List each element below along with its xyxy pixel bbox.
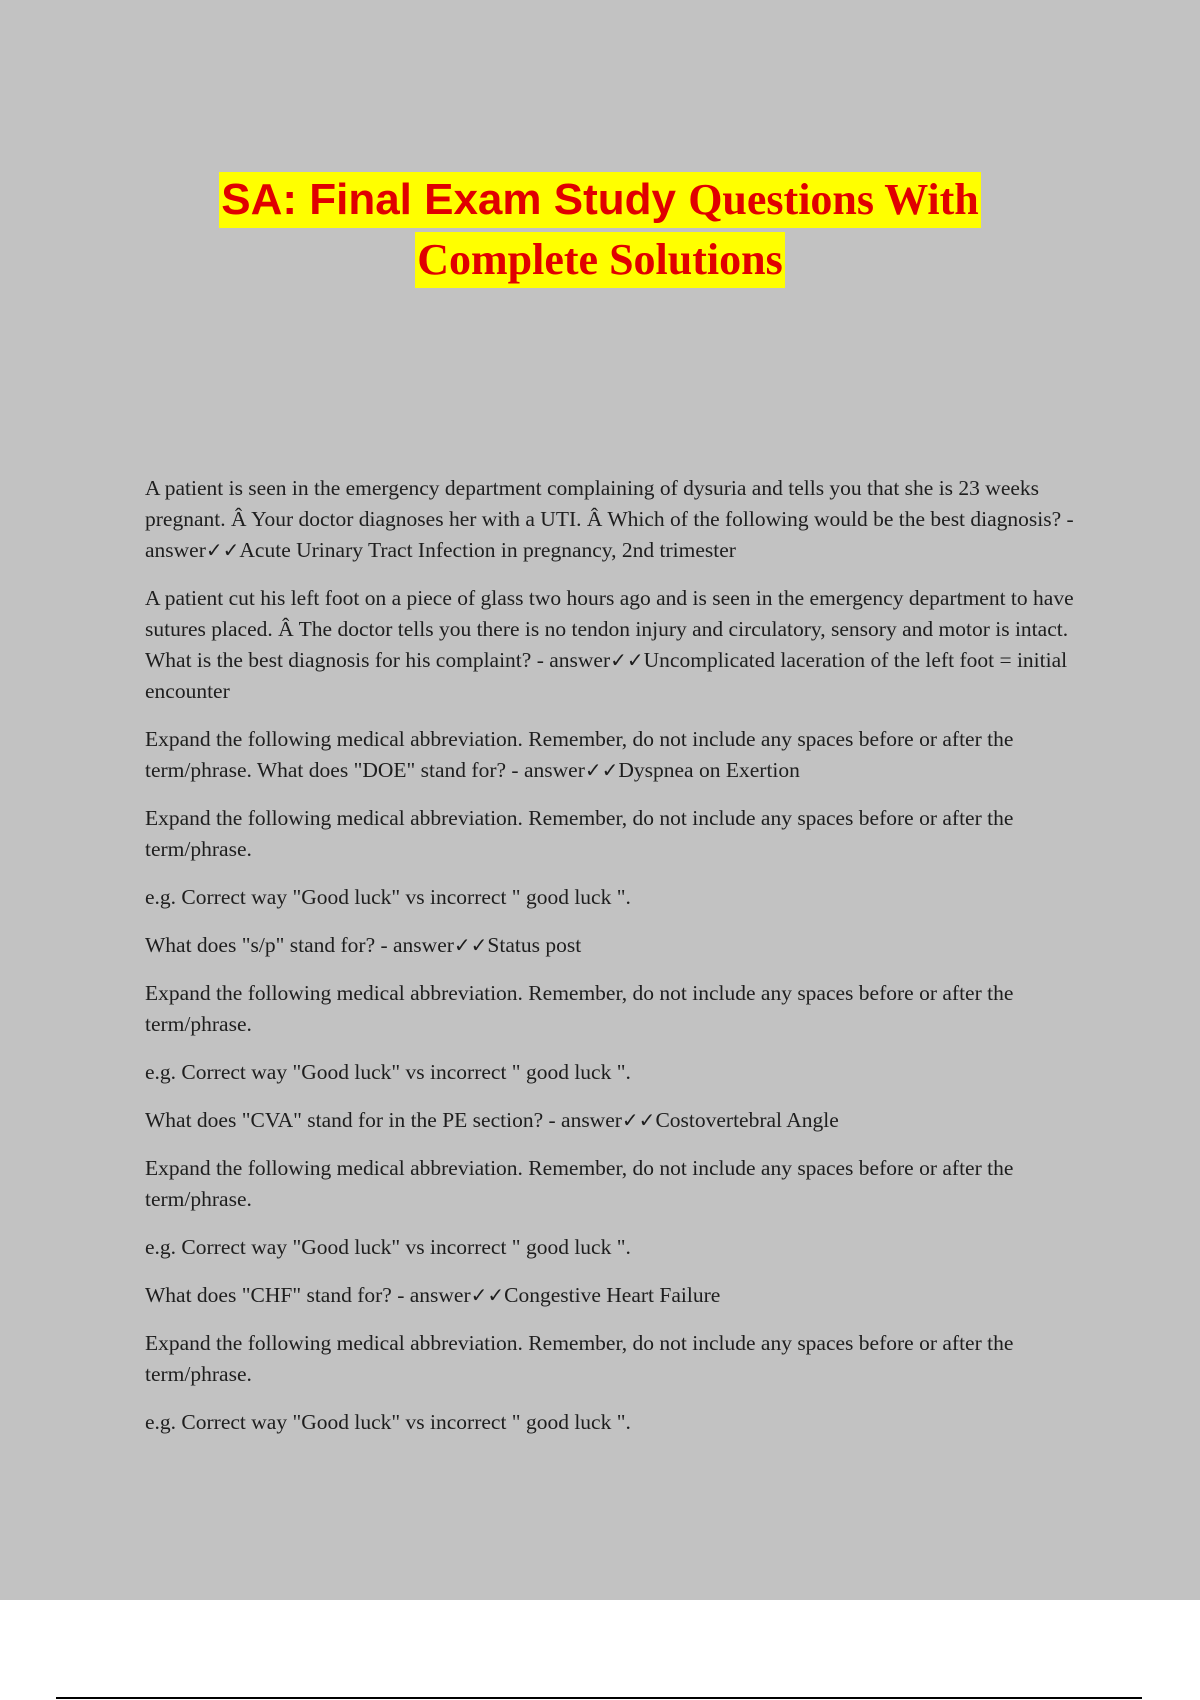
question-text: A patient is seen in the emergency department complaining of dysuria and tells you that she is 23 weeks pregnant. Â Your doctor diagnoses her with a UTI. Â Which of the following would be the best diagnosis? - answer xyxy=(145,476,1074,562)
qa-paragraph xyxy=(145,473,1095,566)
qa-paragraph xyxy=(145,930,1095,961)
answer-text: Dyspnea on Exertion xyxy=(618,758,800,782)
instruction-paragraph: Expand the following medical abbreviation. Remember, do not include any spaces before or after the term/phrase. xyxy=(145,981,1014,1036)
title-part-serif: Questions With xyxy=(688,175,979,224)
title-line-2: Complete Solutions xyxy=(415,232,784,288)
check-marks-icon: ✓✓ xyxy=(584,758,619,782)
qa-paragraph xyxy=(145,1280,1095,1311)
title-line-1 xyxy=(219,172,981,228)
check-marks-icon: ✓✓ xyxy=(470,1283,505,1307)
qa-paragraph xyxy=(145,724,1095,786)
question-text: A patient cut his left foot on a piece of glass two hours ago and is seen in the emergency department to have sutures placed. Â The doctor tells you there is no tendon injury and circulatory, sensory and motor is intact. What is the best diagnosis for his complaint? - answer xyxy=(145,586,1074,672)
document-title xyxy=(0,172,1200,292)
answer-text: Costovertebral Angle xyxy=(655,1108,839,1132)
question-text: What does "s/p" stand for? - answer xyxy=(145,933,454,957)
question-text: What does "CVA" stand for in the PE section? - answer xyxy=(145,1108,622,1132)
example-paragraph: e.g. Correct way "Good luck" vs incorrect " good luck ". xyxy=(145,1060,631,1084)
answer-text: Status post xyxy=(487,933,582,957)
question-text: What does "CHF" stand for? - answer xyxy=(145,1283,471,1307)
document-body xyxy=(145,473,1095,1455)
instruction-paragraph: Expand the following medical abbreviation. Remember, do not include any spaces before or after the term/phrase. xyxy=(145,806,1014,861)
example-paragraph: e.g. Correct way "Good luck" vs incorrect " good luck ". xyxy=(145,1235,631,1259)
qa-paragraph xyxy=(145,583,1095,707)
instruction-paragraph: Expand the following medical abbreviation. Remember, do not include any spaces before or after the term/phrase. xyxy=(145,1331,1014,1386)
answer-text: Uncomplicated laceration of the left foot = initial encounter xyxy=(145,648,1068,703)
title-part-sans: SA: Final Exam Study xyxy=(221,175,689,224)
example-paragraph: e.g. Correct way "Good luck" vs incorrect " good luck ". xyxy=(145,885,631,909)
answer-text: Congestive Heart Failure xyxy=(504,1283,721,1307)
qa-paragraph xyxy=(145,1105,1095,1136)
example-paragraph: e.g. Correct way "Good luck" vs incorrect " good luck ". xyxy=(145,1410,631,1434)
question-text: Expand the following medical abbreviation. Remember, do not include any spaces before or after the term/phrase. What does "DOE" stand for? - answer xyxy=(145,727,1014,782)
page-divider xyxy=(56,1697,1142,1699)
answer-text: Acute Urinary Tract Infection in pregnancy, 2nd trimester xyxy=(239,538,736,562)
check-marks-icon: ✓✓ xyxy=(621,1108,656,1132)
check-marks-icon: ✓✓ xyxy=(453,933,488,957)
check-marks-icon: ✓✓ xyxy=(205,538,240,562)
check-marks-icon: ✓✓ xyxy=(610,648,644,672)
instruction-paragraph: Expand the following medical abbreviation. Remember, do not include any spaces before or after the term/phrase. xyxy=(145,1156,1014,1211)
